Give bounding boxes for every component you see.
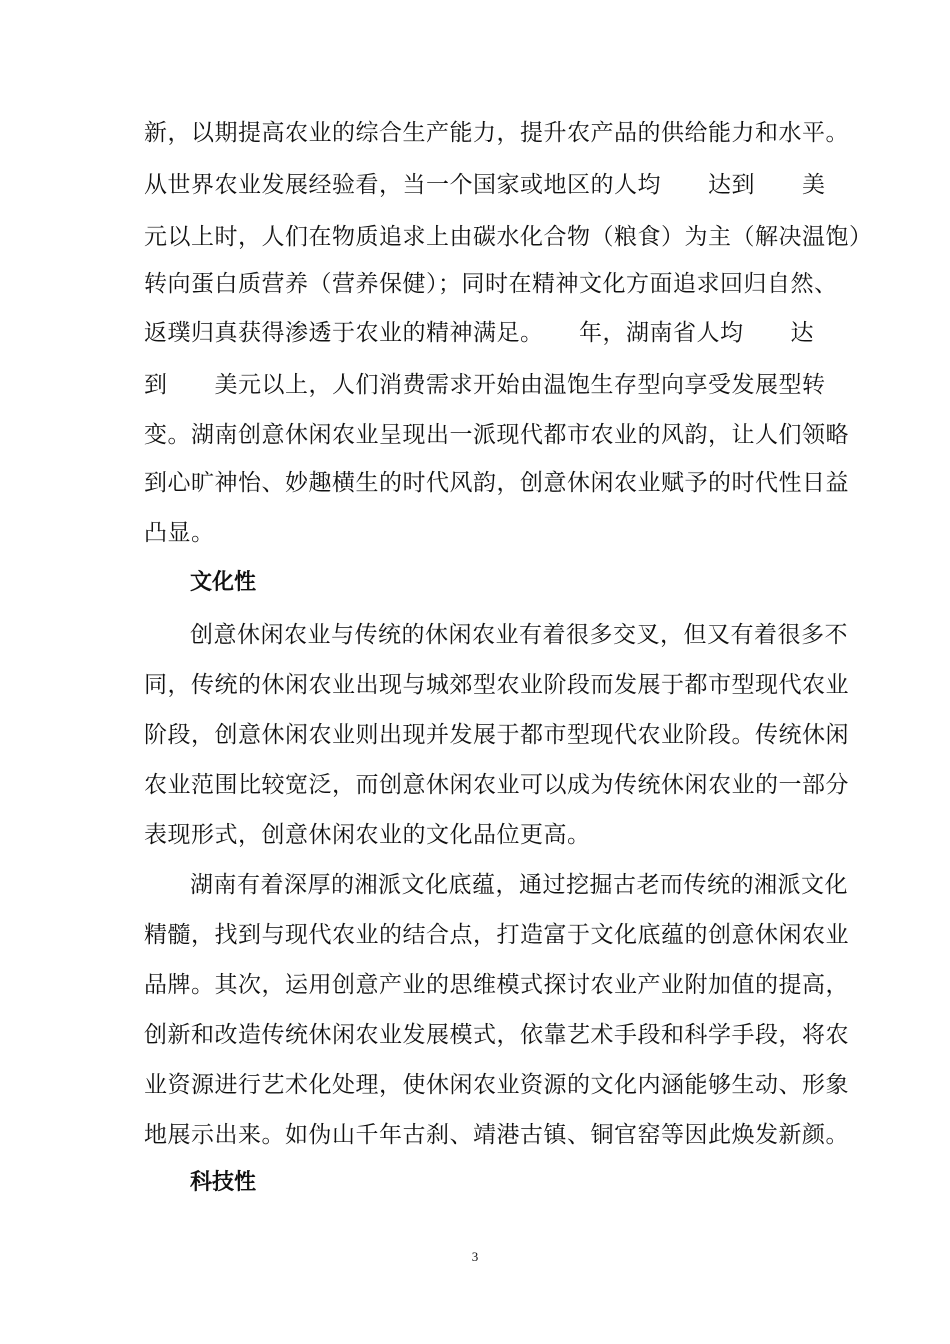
body-line: 业资源进行艺术化处理，使休闲农业资源的文化内涵能够生动、形象	[144, 1072, 849, 1098]
body-line: 创意休闲农业与传统的休闲农业有着很多交叉，但又有着很多不	[190, 622, 848, 648]
body-line: 凸显。	[144, 520, 215, 546]
body-line: 元以上时，人们在物质追求上由碳水化合物（粮食）为主（解决温饱）	[144, 224, 873, 250]
body-line: 阶段，创意休闲农业则出现并发展于都市型现代农业阶段。传统休闲	[144, 722, 849, 748]
body-line: 创新和改造传统休闲农业发展模式，依靠艺术手段和科学手段，将农	[144, 1022, 849, 1048]
body-line: 变。湖南创意休闲农业呈现出一派现代都市农业的风韵，让人们领略	[144, 422, 849, 448]
section-heading-culture: 文化性	[190, 570, 257, 595]
body-line: 表现形式，创意休闲农业的文化品位更高。	[144, 822, 591, 848]
body-line: 转向蛋白质营养（营养保健）；同时在精神文化方面追求回归自然、	[144, 271, 838, 297]
body-line: 品牌。其次，运用创意产业的思维模式探讨农业产业附加值的提高，	[144, 972, 849, 998]
body-line: 到 美元以上，人们消费需求开始由温饱生存型向享受发展型转	[144, 372, 826, 398]
body-line: 地展示出来。如伪山千年古刹、靖港古镇、铜官窑等因此焕发新颜。	[144, 1122, 849, 1148]
body-line: 湖南有着深厚的湘派文化底蕴，通过挖掘古老而传统的湘派文化	[190, 872, 848, 898]
body-line: 同，传统的休闲农业出现与城郊型农业阶段而发展于都市型现代农业	[144, 672, 849, 698]
body-line: 精髓，找到与现代农业的结合点，打造富于文化底蕴的创意休闲农业	[144, 922, 849, 948]
body-line: 到心旷神怡、妙趣横生的时代风韵，创意休闲农业赋予的时代性日益	[144, 470, 849, 496]
section-heading-tech: 科技性	[190, 1170, 257, 1195]
page-number: 3	[471, 1249, 479, 1264]
body-line: 农业范围比较宽泛，而创意休闲农业可以成为传统休闲农业的一部分	[144, 772, 849, 798]
body-line: 从世界农业发展经验看，当一个国家或地区的人均 达到 美	[144, 172, 826, 198]
body-line: 返璞归真获得渗透于农业的精神满足。 年，湖南省人均 达	[144, 320, 814, 346]
body-line: 新，以期提高农业的综合生产能力，提升农产品的供给能力和水平。	[144, 120, 849, 146]
